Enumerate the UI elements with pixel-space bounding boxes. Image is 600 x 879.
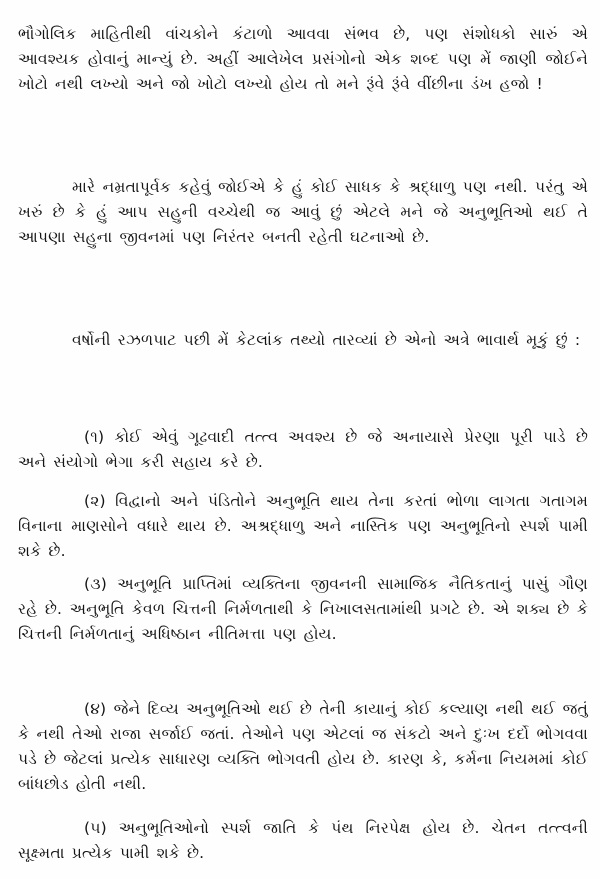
- finding-1: (૧) કોઈ એવું ગૂઢવાદી તત્ત્વ અવશ્ય છે જે અનાયાસે પ્રેરણા પૂરી પાડે છે અને સંયોગો ભેગા કરી સહાય કરે છે.: [18, 428, 588, 471]
- finding-4: (૪) જેને દિવ્ય અનુભૂતિઓ થઈ છે તેની કાયાનું કોઈ કલ્યાણ નથી થઈ જતું કે નથી તેઓ રાજા સર્જાઈ જતાં. તેઓને પણ એટલાં જ સંકટો અને દુઃખ દર્દો ભોગવવા પડે છે જેટલાં પ્રત્યેક સાધારણ વ્યક્તિ ભોગવતી હોય છે. કારણ કે, કર્મના નિયમમાં કોઈ બાંધછોડ હોતી નથી.: [18, 700, 588, 793]
- paragraph-findings-intro: વર્ષોની રઝળપાટ પછી મેં કેટલાંક તથ્યો તારવ્યાં છે એનો અત્રે ભાવાર્થ મૂકું છું :: [72, 331, 581, 349]
- paragraph-author-humility: મારે નમ્રતાપૂર્વક કહેવું જોઈએ કે હું કોઈ સાધક કે શ્રદ્ધાળુ પણ નથી. પરંતુ એ ખરું છે કે હું આપ સહુની વચ્ચેથી જ આવું છું એટલે મને જે અનુભૂતિઓ થઈ તે આપણા સહુના જીવનમાં પણ નિરંતર બનતી રહેતી ઘટનાઓ છે.: [18, 178, 588, 246]
- paragraph-geography-note: ભૌગોલિક માહિતીથી વાંચકોને કંટાળો આવવા સંભવ છે, પણ સંશોધકો સારું એ આવશ્યક હોવાનું માન્યું છે. અહીં આલેખેલ પ્રસંગોનો એક શબ્દ પણ મેં જાણી જોઈને ખોટો નથી લખ્યો અને જો ખોટો લખ્યો હોય તો મને રૂંવે રૂંવે વીંછીના ડંખ હજો !: [18, 25, 588, 93]
- finding-3: (૩) અનુભૂતિ પ્રાપ્તિમાં વ્યક્તિના જીવનની સામાજિક નૈતિકતાનું પાસું ગૌણ રહે છે. અનુભૂતિ કેવળ ચિત્તની નિર્મળતાથી કે નિખાલસતામાંથી પ્રગટે છે. એ શક્ય છે કે ચિત્તની નિર્મળતાનું અધિષ્ઠાન નીતિમત્તા પણ હોય.: [18, 575, 588, 643]
- finding-2: (૨) વિદ્વાનો અને પંડિતોને અનુભૂતિ થાય તેના કરતાં ભોળા લાગતા ગતાગમ વિનાના માણસોને વધારે થાય છે. અશ્રદ્ધાળુ અને નાસ્તિક પણ અનુભૂતિનો સ્પર્શ પામી શકે છે.: [18, 492, 588, 560]
- finding-5: (૫) અનુભૂતિઓનો સ્પર્શ જાતિ કે પંથ નિરપેક્ષ હોય છે. ચેતન તત્ત્વની સૂક્ષ્મતા પ્રત્યેક પામી શકે છે.: [18, 819, 588, 862]
